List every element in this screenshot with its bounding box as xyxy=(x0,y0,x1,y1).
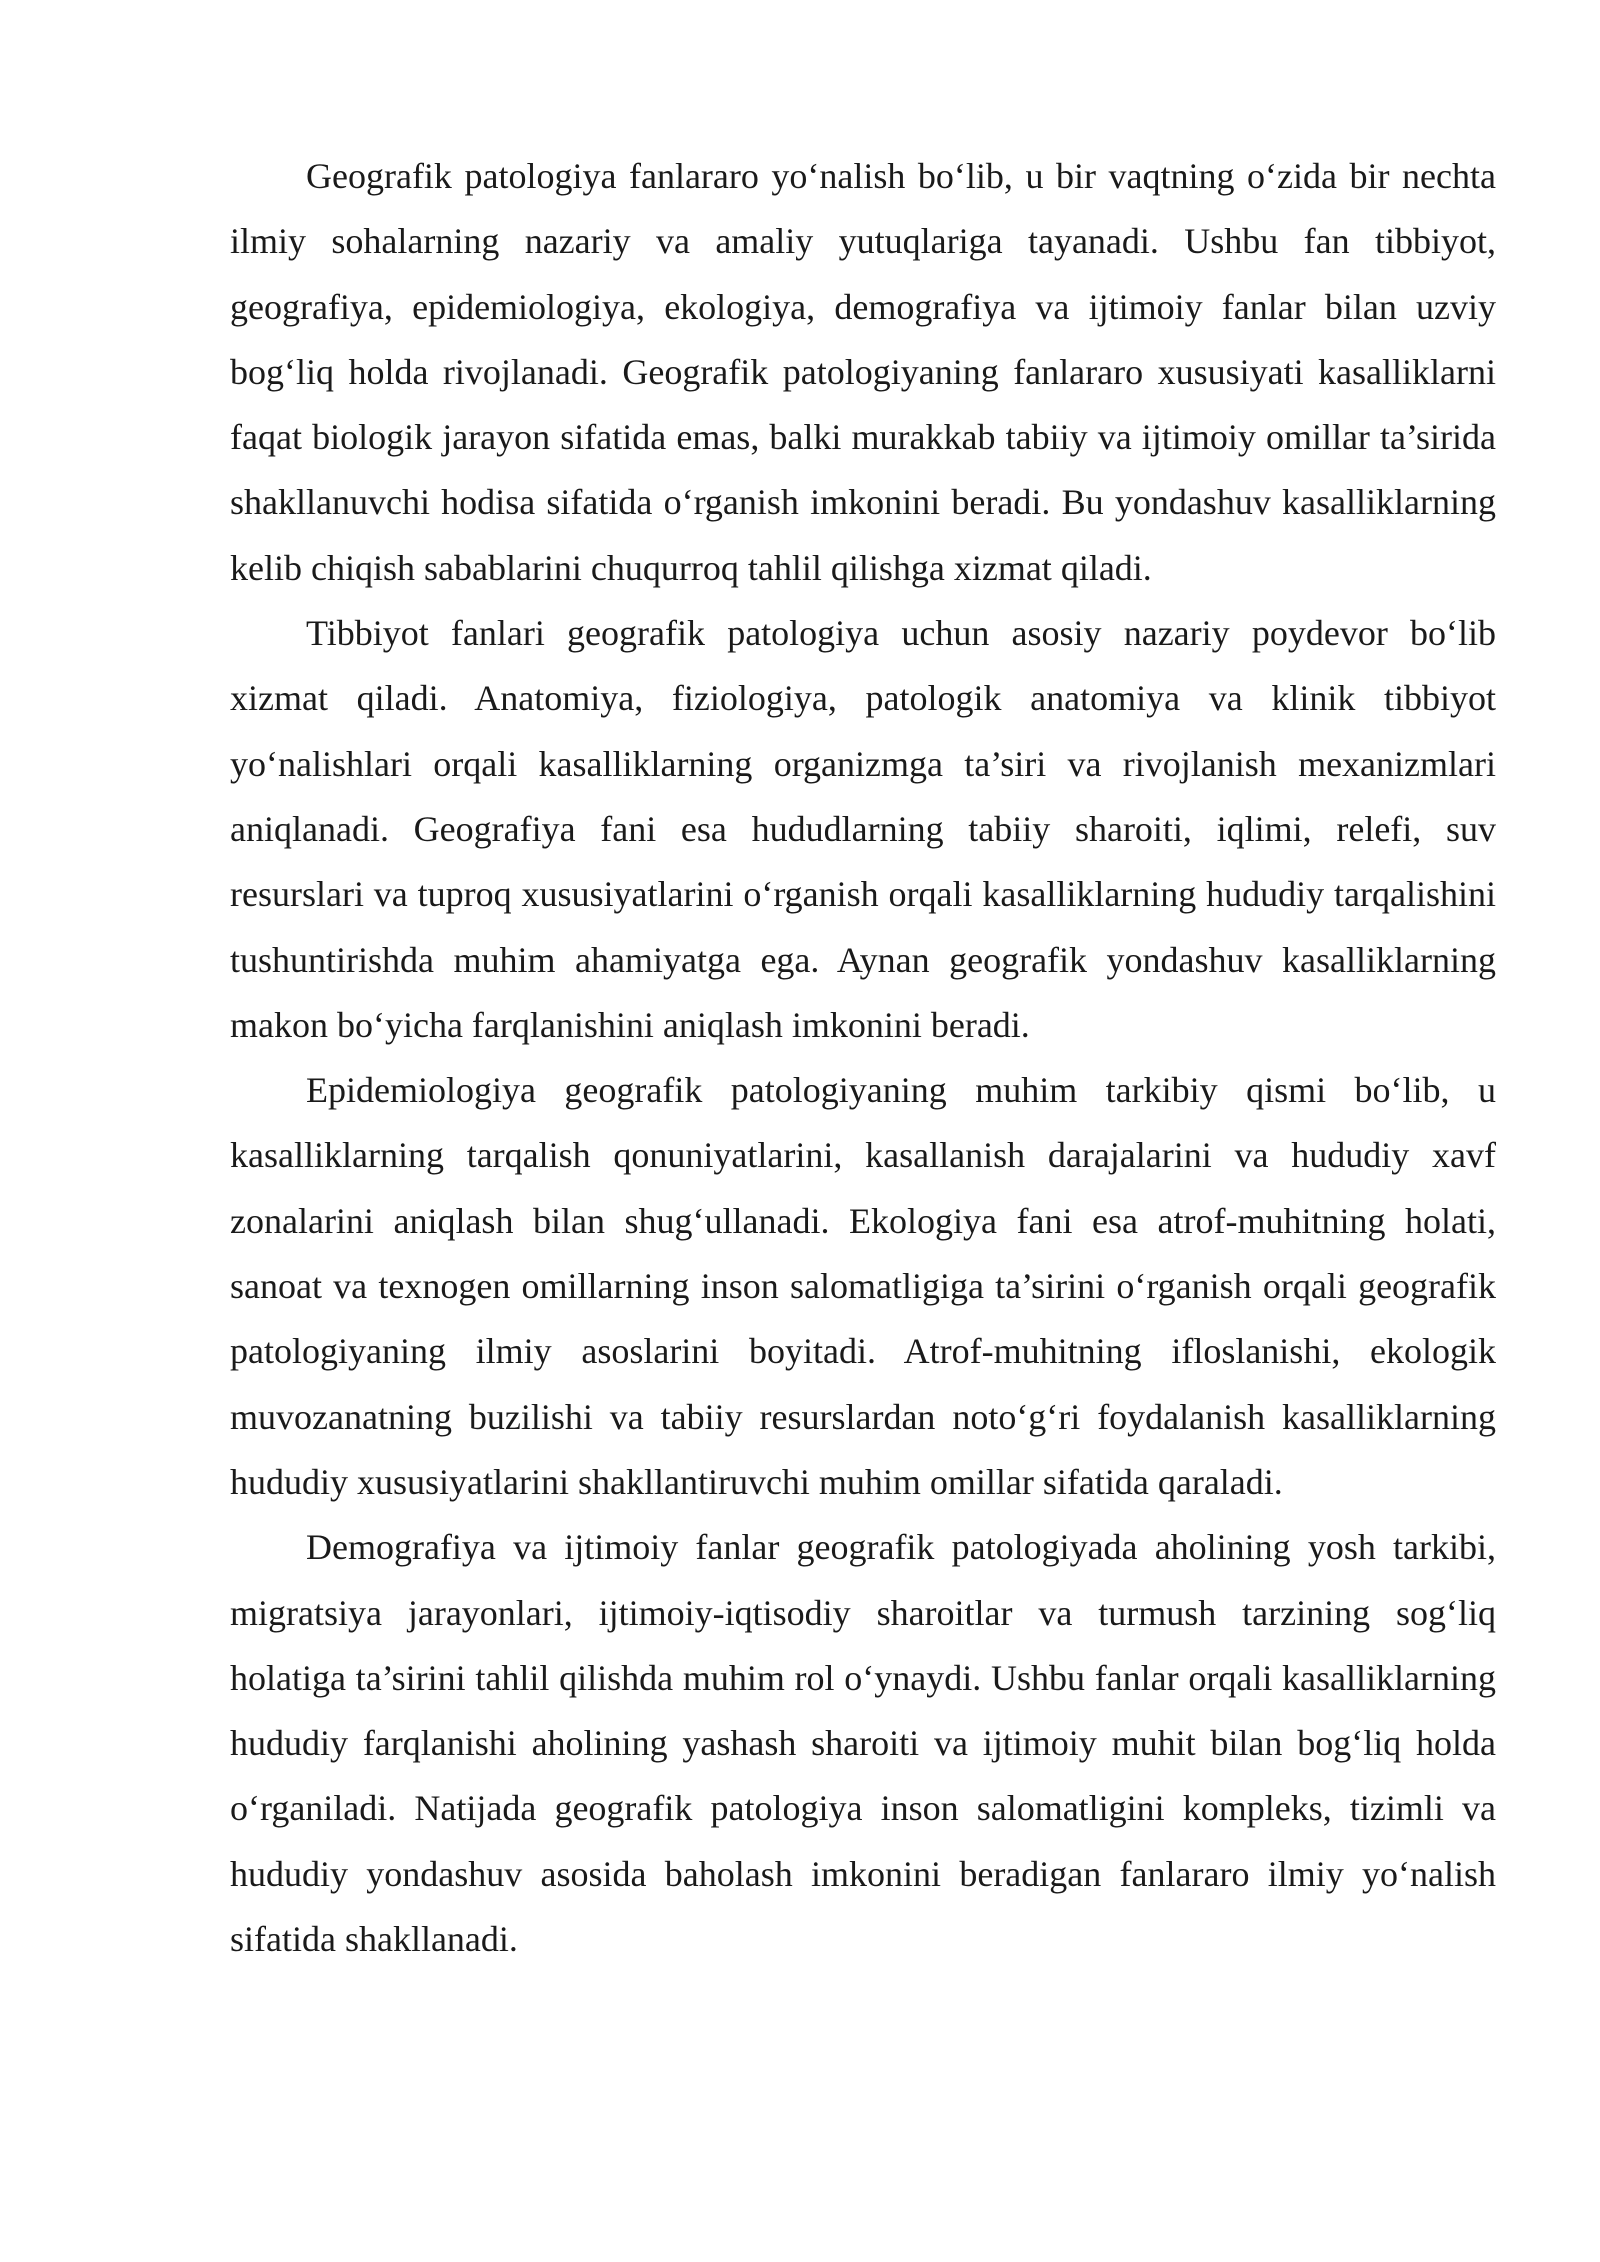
paragraph-interdisciplinary-nature: Geografik patologiya fanlararo yo‘nalish bo‘lib, u bir vaqtning o‘zida bir nechta ilmiy sohalarning nazariy va amaliy yutuqlariga tayanadi. Ushbu fan tibbiyot, geografiya, epidemiologiya, ekologiya, demografiya va ijtimoiy fanlar bilan uzviy bog‘liq holda rivojlanadi. Geografik patologiyaning fanlararo xususiyati kasalliklarni faqat biologik jarayon sifatida emas, balki murakkab tabiiy va ijtimoiy omillar ta’sirida shakllanuvchi hodisa sifatida o‘rganish imkonini beradi. Bu yondashuv kasalliklarning kelib chiqish sabablarini chuqurroq tahlil qilishga xizmat qiladi. xyxy=(230,156,1496,588)
document-body xyxy=(230,144,1496,1972)
paragraph-demography-social: Demografiya va ijtimoiy fanlar geografik patologiyada aholining yosh tarkibi, migratsiya jarayonlari, ijtimoiy-iqtisodiy sharoitlar va turmush tarzining sog‘liq holatiga ta’sirini tahlil qilishda muhim rol o‘ynaydi. Ushbu fanlar orqali kasalliklarning hududiy farqlanishi aholining yashash sharoiti va ijtimoiy muhit bilan bog‘liq holda o‘rganiladi. Natijada geografik patologiya inson salomatligini kompleks, tizimli va hududiy yondashuv asosida baholash imkonini beradigan fanlararo ilmiy yo‘nalish sifatida shakllanadi. xyxy=(230,1527,1496,1960)
paragraph-epidemiology-ecology: Epidemiologiya geografik patologiyaning muhim tarkibiy qismi bo‘lib, u kasalliklarning tarqalish qonuniyatlarini, kasallanish darajalarini va hududiy xavf zonalarini aniqlash bilan shug‘ullanadi. Ekologiya fani esa atrof-muhitning holati, sanoat va texnogen omillarning inson salomatligiga ta’sirini o‘rganish orqali geografik patologiyaning ilmiy asoslarini boyitadi. Atrof-muhitning ifloslanishi, ekologik muvozanatning buzilishi va tabiiy resurslardan noto‘g‘ri foydalanish kasalliklarning hududiy xususiyatlarini shakllantiruvchi muhim omillar sifatida qaraladi. xyxy=(230,1070,1496,1502)
paragraph-medical-sciences: Tibbiyot fanlari geografik patologiya uchun asosiy nazariy poydevor bo‘lib xizmat qiladi. Anatomiya, fiziologiya, patologik anatomiya va klinik tibbiyot yo‘nalishlari orqali kasalliklarning organizmga ta’siri va rivojlanish mexanizmlari aniqlanadi. Geografiya fani esa hududlarning tabiiy sharoiti, iqlimi, relefi, suv resurslari va tuproq xususiyatlarini o‘rganish orqali kasalliklarning hududiy tarqalishini tushuntirishda muhim ahamiyatga ega. Aynan geografik yondashuv kasalliklarning makon bo‘yicha farqlanishini aniqlash imkonini beradi. xyxy=(230,613,1496,1045)
